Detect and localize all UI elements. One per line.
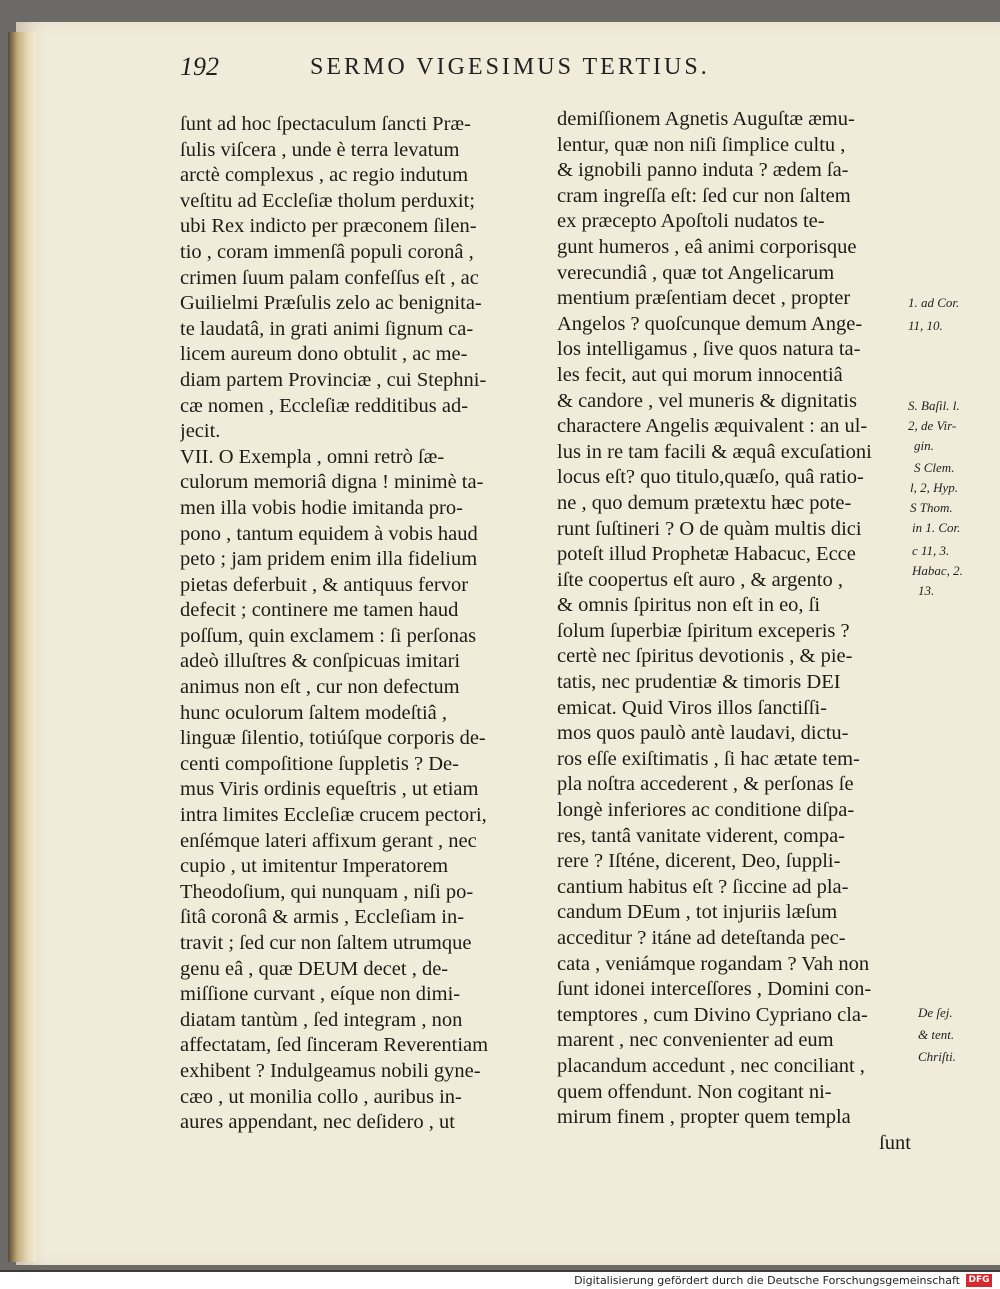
margin-note: Chriſti. [918, 1049, 956, 1064]
text-line: acceditur ? itáne ad deteſtanda pec- [557, 927, 846, 949]
text-line: ſunt ad hoc ſpectaculum ſancti Præ- [180, 113, 471, 135]
text-line: enſémque lateri affixum gerant , nec [180, 829, 477, 852]
text-line: res, tantâ vanitate viderent, compa- [557, 824, 846, 847]
text-line: cæ nomen , Eccleſiæ redditibus ad- [180, 394, 469, 417]
text-line: & candore , vel muneris & dignitatis [557, 389, 858, 412]
dfg-logo: DFG [966, 1274, 992, 1287]
text-line: animus non eſt , cur non defectum [180, 676, 460, 699]
text-line: ne , quo demum prætextu hæc pote- [557, 491, 852, 514]
page-edge [8, 32, 36, 1262]
text-line: intra limites Eccleſiæ crucem pectori, [180, 804, 487, 827]
margin-note: S Thom. [910, 500, 953, 515]
margin-note: l, 2, Hyp. [910, 480, 959, 495]
text-line: defecit ; continere me tamen haud [180, 599, 459, 622]
text-line: Theodoſium, qui nunquam , niſi po- [180, 880, 474, 903]
text-line: les fecit, aut qui morum innocentiâ [557, 363, 843, 386]
margin-note: gin. [914, 438, 934, 453]
text-line: runt ſuſtineri ? O de quàm multis dici [557, 517, 862, 540]
margin-note: Habac, 2. [912, 563, 963, 578]
text-line: travit ; ſed cur non ſaltem utrumque [180, 932, 472, 954]
text-line: affectatam, ſed ſinceram Reverentiam [180, 1034, 489, 1057]
page-number: 192 [180, 52, 219, 81]
text-line: & omnis ſpiritus non eſt in eo, ſi [557, 594, 821, 617]
text-line: candum DEum , tot injuriis læſum [557, 901, 838, 924]
text-line: pono , tantum equidem à vobis haud [180, 522, 478, 545]
text-line: temptores , cum Divino Cypriano cla- [557, 1003, 868, 1026]
text-line: cupio , ut imitentur Imperatorem [180, 855, 449, 878]
text-line: tio , coram immenſâ populi coronâ , [180, 240, 474, 263]
text-line: placandum accedunt , nec conciliant , [557, 1054, 865, 1077]
text-line: te laudatâ, in grati animi ſignum ca- [180, 317, 474, 340]
text-line: genu eâ , quæ DEUM decet , de- [180, 957, 449, 980]
text-line: cantium habitus eſt ? ſiccine ad pla- [557, 875, 849, 898]
text-line: lus in re tam facili & æquâ excuſationi [557, 440, 872, 463]
text-line: pla noſtra accederent , & perſonas ſe [557, 773, 854, 796]
text-line: ſitâ coronâ & armis , Eccleſiam in- [180, 906, 465, 929]
text-line: peto ; jam pridem enim illa fidelium [180, 548, 478, 571]
text-line: ſulis viſcera , unde è terra levatum [180, 138, 460, 161]
text-line: los intelligamus , ſive quos natura ta- [557, 338, 861, 361]
text-line: verecundiâ , quæ tot Angelicarum [557, 261, 835, 284]
margin-note: & tent. [918, 1027, 955, 1042]
text-line: men illa vobis hodie imitanda pro- [180, 496, 463, 519]
text-line: aures appendant, nec deſidero , ut [180, 1111, 455, 1134]
text-line: demiſſionem Agnetis Auguſtæ æmu- [557, 108, 855, 130]
text-line: ex præcepto Apoſtoli nudatos te- [557, 210, 825, 233]
text-line: exhibent ? Indulgeamus nobili gyne- [180, 1059, 481, 1082]
footer-bar [0, 1272, 1000, 1289]
text-line: diam partem Provinciæ , cui Stephni- [180, 368, 487, 391]
text-line: ſunt idonei interceſſores , Domini con- [557, 978, 872, 1001]
right-text-column [557, 107, 911, 1156]
text-line: cata , veniámque rogandam ? Vah non [557, 952, 870, 975]
text-line: iſte coopertus eſt auro , & argento , [557, 568, 843, 591]
margin-note: 13. [918, 583, 935, 598]
margin-note: S. Baſil. l. [908, 398, 960, 413]
text-line: certè nec ſpiritus devotionis , & pie- [557, 645, 853, 668]
text-line: linguæ ſilentio, totiúſque corporis de- [180, 727, 486, 750]
text-line: centi compoſitione ſuppletis ? De- [180, 752, 459, 775]
text-line: & ignobili panno induta ? ædem ſa- [557, 159, 849, 182]
text-line: Guilielmi Præſulis zelo ac benignita- [180, 292, 482, 315]
text-line: poteſt illud Prophetæ Habacuc, Ecce [557, 543, 856, 566]
text-line: hunc oculorum ſaltem modeſtiâ , [180, 701, 448, 724]
margin-note: c 11, 3. [912, 543, 950, 558]
text-line: quem offendunt. Non cogitant ni- [557, 1080, 832, 1103]
left-text-column [180, 112, 542, 1136]
text-line: ubi Rex indicto per præconem ſilen- [180, 215, 477, 238]
text-line: mus Viris ordinis equeſtris , ut etiam [180, 778, 479, 801]
text-line: ſunt [879, 1131, 911, 1154]
footer-credit: Digitalisierung gefördert durch die Deutsche Forschungsgemeinschaft [574, 1274, 960, 1287]
text-line: cram ingreſſa eſt: ſed cur non ſaltem [557, 184, 851, 207]
text-line: charactere Angelis æquivalent : an ul- [557, 415, 868, 438]
text-line: ſolum ſuperbiæ ſpiritum exceperis ? [557, 619, 850, 642]
text-line: diatam tantùm , ſed integram , non [180, 1008, 463, 1031]
running-title: SERMO VIGESIMUS TERTIUS. [310, 54, 710, 80]
margin-note: 11, 10. [908, 318, 943, 333]
text-line: mos quos paulò antè laudavi, dictu- [557, 722, 849, 745]
text-line: cæo , ut monilia collo , auribus in- [180, 1085, 462, 1108]
text-line: mentium præſentiam decet , propter [557, 287, 851, 310]
text-line: tatis, nec prudentiæ & timoris DEI [557, 671, 841, 694]
text-line: adeò illuſtres & conſpicuas imitari [180, 650, 461, 673]
text-line: mirum finem , propter quem templa [557, 1106, 851, 1129]
text-line: Angelos ? quoſcunque demum Ange- [557, 312, 863, 335]
text-line: emicat. Quid Viros illos ſanctiſſi- [557, 696, 827, 719]
text-line: gunt humeros , eâ animi corporisque [557, 235, 857, 258]
text-line: pietas deferbuit , & antiquus fervor [180, 573, 469, 596]
margin-note: 2, de Vir- [908, 418, 957, 433]
margin-note: in 1. Cor. [912, 520, 961, 535]
text-line: crimen ſuum palam confeſſus eſt , ac [180, 266, 479, 289]
text-line: arctè complexus , ac regio indutum [180, 164, 469, 187]
text-line: jecit. [180, 420, 221, 443]
margin-note: De ſej. [918, 1005, 953, 1020]
text-line: marent , nec convenienter ad eum [557, 1029, 834, 1052]
text-line: lentur, quæ non niſi ſimplice cultu , [557, 133, 846, 156]
text-line: veſtitu ad Eccleſiæ tholum perduxit; [180, 189, 475, 212]
text-line: licem aureum dono obtulit , ac me- [180, 343, 468, 366]
text-line: ros eſſe exiſtimatis , ſi hac ætate tem- [557, 747, 860, 770]
margin-note: 1. ad Cor. [908, 295, 960, 310]
text-line: culorum memoriâ digna ! minimè ta- [180, 471, 484, 494]
text-line: poſſum, quin exclamem : ſi perſonas [180, 624, 477, 647]
text-line: longè inferiores ac conditione diſpa- [557, 799, 855, 822]
text-line: rere ? Iſténe, dicerent, Deo, ſuppli- [557, 850, 841, 873]
text-line: miſſione curvant , eíque non dimi- [180, 983, 461, 1006]
margin-note: S Clem. [914, 460, 955, 475]
text-line: locus eſt? quo titulo,quæſo, quâ ratio- [557, 466, 864, 489]
text-line: VII. O Exempla , omni retrò ſæ- [180, 445, 445, 468]
